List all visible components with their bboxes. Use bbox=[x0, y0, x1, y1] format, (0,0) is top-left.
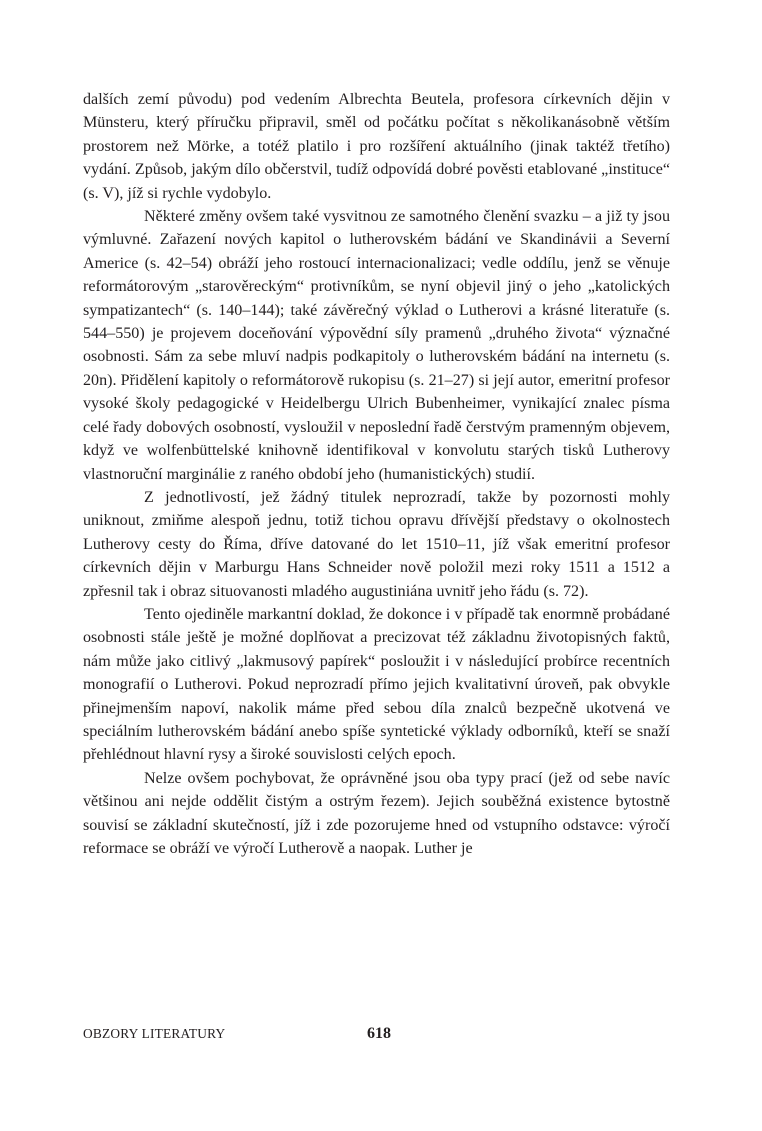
paragraph-3: Z jednotlivostí, jež žádný titulek neprozradí, takže by pozornosti mohly uniknout, zmiňme alespoň jednu, totiž tichou opravu dřívější představy o okolnostech Lutherovy cesty do Říma, dříve datované do let 1510–11, jíž však emeritní profesor církevních dějin v Marburgu Hans Schneider nově položil mezi roky 1511 a 1512 a zpřesnil tak i obraz situovanosti mladého augustiniána uvnitř jeho řádu (s. 72). bbox=[83, 488, 670, 600]
page-number: 618 bbox=[367, 1025, 391, 1042]
paragraph-4: Tento ojediněle markantní doklad, že dokonce i v případě tak enormně probádané osobnosti stále ještě je možné doplňovat a precizovat též základnu životopisných faktů, nám může jako citlivý „lakmusový papírek“ posloužit i v následující probírce recentních monografií o Lutherovi. Pokud neprozradí přímo jejich kvalitativní úroveň, pak obvykle přinejmenším napoví, nakolik máme před sebou díla znalců bezpečně ukotvená ve speciálním lutherovském bádání anebo spíše syntetické výklady odborníků, kteří se snaží přehlédnout hlavní rysy a široké souvislosti celých epoch. bbox=[83, 605, 670, 764]
paragraph-1: dalších zemí původu) pod vedením Albrechta Beutela, profesora církevních dějin v Münsteru, který příručku připravil, směl od počátku počítat s několikanásobně větším prostorem než Mörke, a totéž platilo i pro rozšíření aktuálního (jinak taktéž třetího) vydání. Způsob, jakým dílo občerstvil, tudíž odpovídá dobré pověsti etablované „instituce“ (s. V), jíž si rychle vydobylo. bbox=[83, 91, 670, 202]
paragraph-5: Nelze ovšem pochybovat, že oprávněné jsou oba typy prací (jež od sebe navíc většinou ani nejde oddělit čistým a ostrým řezem). Jejich souběžná existence bytostně souvisí se základní skutečností, jíž i zde pozorujeme hned od vstupního odstavce: výročí reformace se obráží ve výročí Lutherově a naopak. Luther je bbox=[83, 769, 670, 857]
page-footer bbox=[83, 1026, 670, 1046]
paragraph-2: Některé změny ovšem také vysvitnou ze samotného členění svazku – a již ty jsou výmluvné. Zařazení nových kapitol o lutherovském bádání ve Skandinávii a Severní Americe (s. 42–54) obráží jeho rostoucí internacionalizaci; vedle oddílu, jenž se věnuje reformátorovým „starověreckým“ protivníkům, se nyní objevil jiný o jeho „katolických sympatizantech“ (s. 140–144); také závěrečný výklad o Lutherovi a krásné literatuře (s. 544–550) je projevem doceňování výpovědní síly pramenů „druhého života“ význačné osobnosti. Sám za sebe mluví nadpis podkapitoly o lutherovském bádání na internetu (s. 20n). Přidělení kapitoly o reformátorově rukopisu (s. 21–27) si její autor, emeritní profesor vysoké školy pedagogické v Heidelbergu Ulrich Bubenheimer, vynikající znalec písma celé řady dobových osobností, vysloužil v neposlední řadě čerstvým pramenným objevem, když ve wolfenbüttelské knihovně identifikoval v konvolutu starých tisků Lutherovy vlastnoruční marginálie z raného období jeho (humanistických) studií. bbox=[83, 208, 670, 483]
running-footer-journal-name: OBZORY LITERATURY bbox=[83, 1026, 226, 1041]
article-body bbox=[83, 88, 670, 860]
